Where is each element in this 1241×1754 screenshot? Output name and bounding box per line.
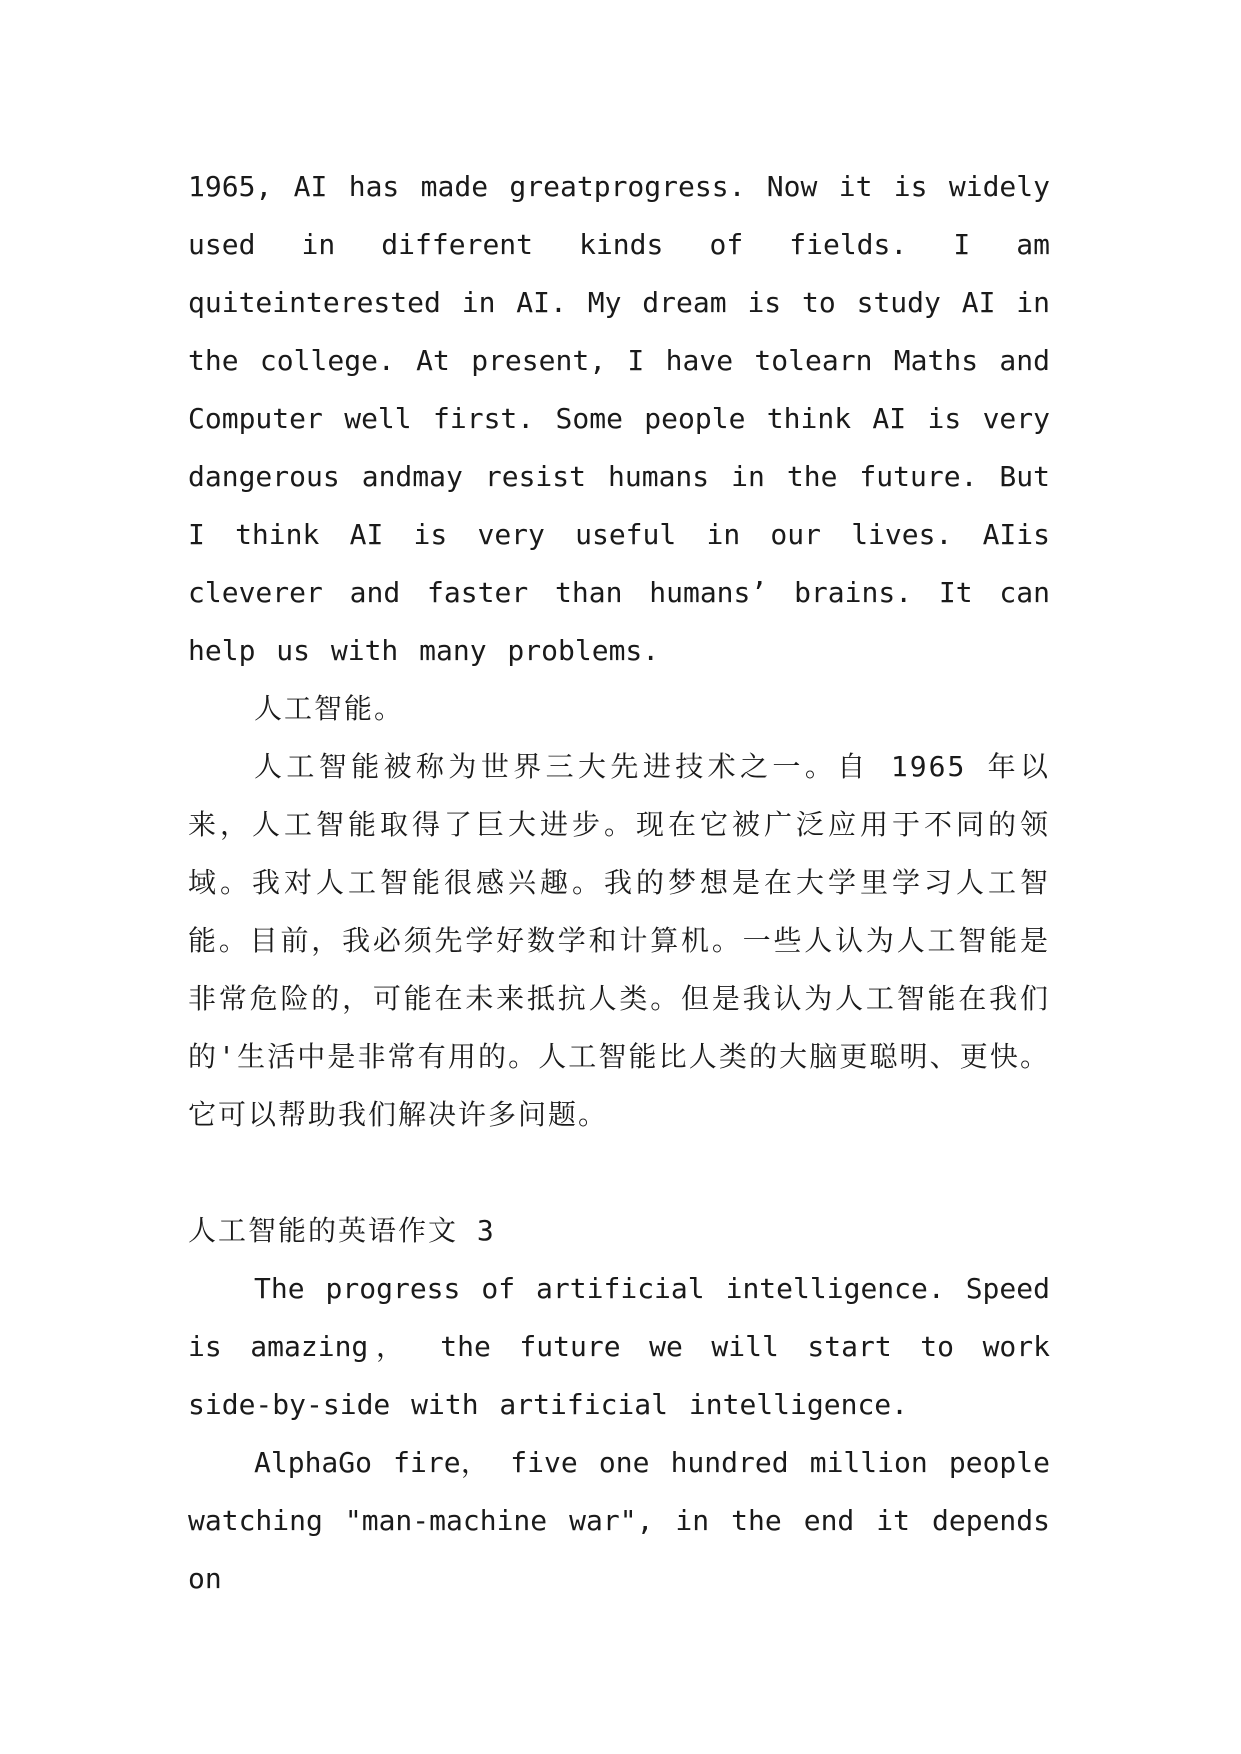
paragraph-gap: [188, 1144, 1050, 1202]
english-paragraph-ai-progress: 1965, AI has made greatprogress. Now it is widely used in different kinds of fields. I am quiteinterested in AI. My dream is to study AI in the college. At present, I have tolearn Maths and Computer well first. Some people think AI is very dangerous andmay resist humans in the future. But I think AI is very useful in our lives. AIis cleverer and faster than humans’ brains. It can help us with many problems.: [188, 170, 1051, 667]
chinese-title-line: 人工智能。: [254, 692, 405, 725]
english-paragraph-alphago: AlphaGo fire， five one hundred million people watching "man-machine war", in the end it depends on: [188, 1446, 1050, 1595]
chinese-paragraph-ai: 人工智能被称为世界三大先进技术之一。自 1965 年以来，人工智能取得了巨大进步。现在它被广泛应用于不同的领域。我对人工智能很感兴趣。我的梦想是在大学里学习人工智能。目前，我必须先学好数学和计算机。一些人认为人工智能是非常危险的，可能在未来抵抗人类。但是我认为人工智能在我们的'生活中是非常有用的。人工智能比人类的大脑更聪明、更快。它可以帮助我们解决许多问题。: [188, 750, 1050, 1131]
essay-heading-3: 人工智能的英语作文 3: [188, 1214, 496, 1247]
english-paragraph-progress: The progress of artificial intelligence. Speed is amazing， the future we will start to work side-by-side with artificial intelligence.: [188, 1272, 1050, 1421]
document-page: [188, 158, 1050, 1608]
